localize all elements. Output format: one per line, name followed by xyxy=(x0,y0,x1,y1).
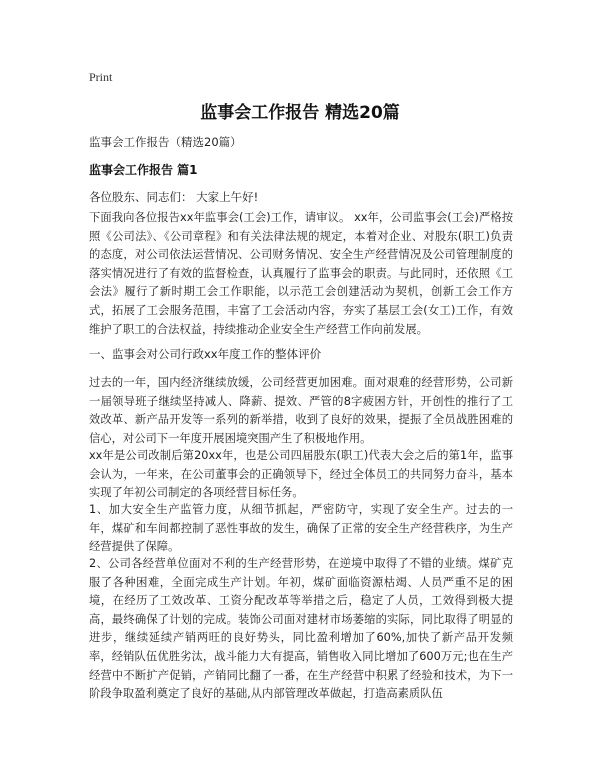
paragraph-performance: 2、公司各经营单位面对不利的生产经营形势，在逆境中取得了不错的业绩。煤矿克服了各种困难，全面完成生产计划。年初，煤矿面临资源枯竭、人员严重不足的困境，在经历了工效改革、工资分配改革等举措之后，稳定了人员，工效得到极大提高，最终确保了计划的完成。装饰公司面对建材市场萎缩的实际，同比取得了明显的进步，继续延续产销两旺的良好势头，同比盈利增加了60%,加快了新产品开发频率，经销队伍优胜劣汰，战斗能力大有提高，销售收入同比增加了600万元;也在生产经营中不断扩产促销，产销同比翻了一番，在生产经营中积累了经验和技术，为下一阶段争取盈利奠定了良好的基础,从内部管理改革做起，打造高素质队伍 xyxy=(89,557,513,701)
greeting-line: 各位股东、同志们： 大家上午好! xyxy=(89,190,259,204)
item-heading: 一、监事会对公司行政xx年度工作的整体评价 xyxy=(89,347,322,361)
section-heading: 监事会工作报告 篇1 xyxy=(89,163,198,177)
paragraph-safety: 1、加大安全生产监管力度，从细节抓起，严密防守，实现了安全生产。过去的一年，煤矿和车间都控制了恶性事故的发生，确保了正常的安全生产经营秩序，为生产经营提供了保障。 xyxy=(89,503,513,554)
print-label: Print xyxy=(89,70,113,84)
document-subtitle: 监事会工作报告（精选20篇） xyxy=(89,135,242,149)
paragraph-intro: 下面我向各位报告xx年监事会(工会)工作，请审议。 xx年，公司监事会(工会)严格按照《公司法》、《公司章程》和有关法律法规的规定，本着对企业、对股东(职工)负责的态度，对公司依法运营情况、公司财务情况、安全生产经营情况及公司管理制度的落实情况进行了有效的监督检查，认真履行了监事会的职责。与此同时，还依照《工会法》履行了新时期工会工作职能，以示范工会创建活动为契机，创新工会工作方式，拓展了工会服务范围，丰富了工会活动内容，夯实了基层工会(女工)工作，有效维护了职工的合法权益，持续推动企业安全生产经营工作向前发展。 xyxy=(89,211,513,336)
paragraph-overview: 过去的一年，国内经济继续放缓，公司经营更加困难。面对艰难的经营形势，公司新一届领导班子继续坚持减人、降薪、提效、严管的8字疲困方针，开创性的推行了工效改革、新产品开发等一系列的新举措，收到了良好的效果，提振了全员战胜困难的信心，对公司下一年度开展困境突围产生了积极地作用。 xyxy=(89,376,513,445)
document-title: 监事会工作报告 精选20篇 xyxy=(200,103,400,123)
paragraph-assessment: xx年是公司改制后第20xx年，也是公司四届股东(职工)代表大会之后的第1年，监事会认为，一年来，在公司董事会的正确领导下，经过全体员工的共同努力奋斗，基本实现了年初公司制定的各项经营目标任务。 xyxy=(89,449,513,500)
